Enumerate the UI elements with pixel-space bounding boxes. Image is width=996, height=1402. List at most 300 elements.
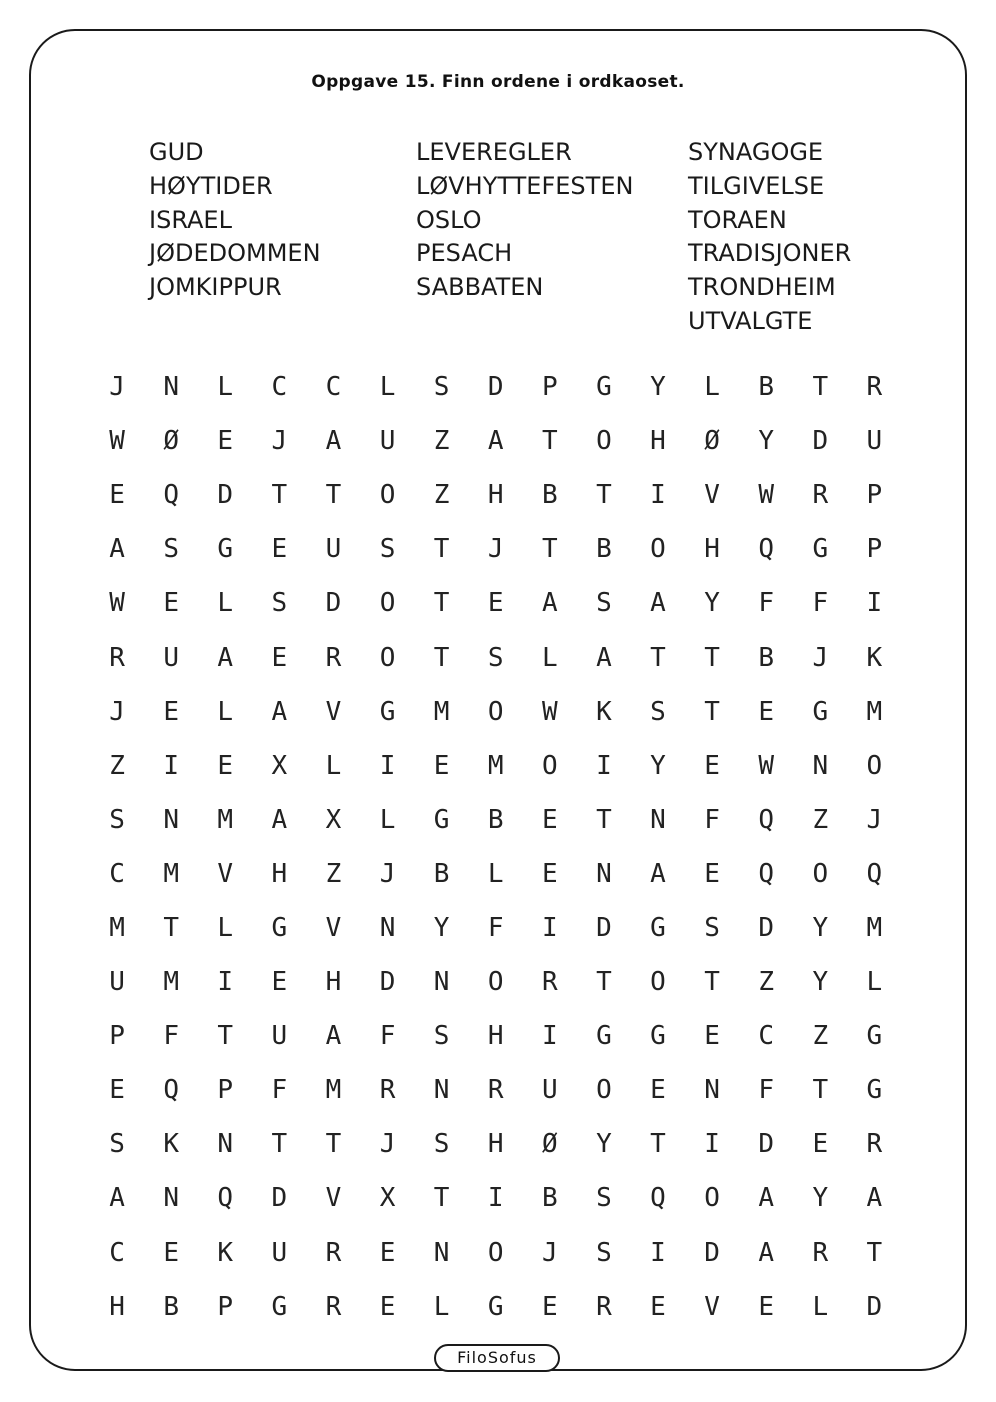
grid-letter[interactable]: B <box>541 480 558 511</box>
grid-letter[interactable]: L <box>433 1291 450 1322</box>
grid-letter[interactable]: A <box>109 1183 125 1214</box>
grid-letter[interactable]: N <box>379 912 396 943</box>
grid-letter[interactable]: V <box>704 480 720 511</box>
grid-letter[interactable]: W <box>541 696 558 727</box>
grid-letter[interactable]: H <box>487 1129 504 1160</box>
grid-letter[interactable]: D <box>758 912 774 943</box>
grid-letter[interactable]: T <box>433 588 450 619</box>
grid-letter[interactable]: U <box>379 426 396 457</box>
grid-letter[interactable]: M <box>433 696 450 727</box>
grid-letter[interactable]: T <box>541 426 558 457</box>
grid-row <box>90 1280 901 1334</box>
grid-letter[interactable]: T <box>596 804 612 835</box>
grid-letter[interactable]: S <box>596 588 612 619</box>
grid-letter[interactable]: U <box>163 642 179 673</box>
grid-letter[interactable]: W <box>758 480 774 511</box>
grid-letter[interactable]: N <box>217 1129 234 1160</box>
grid-letter[interactable]: J <box>487 534 504 565</box>
grid-letter[interactable]: C <box>271 372 288 403</box>
grid-row <box>90 576 901 630</box>
grid-letter[interactable]: L <box>487 858 504 889</box>
grid-letter[interactable]: I <box>704 1129 720 1160</box>
grid-letter[interactable]: Z <box>433 480 450 511</box>
grid-letter[interactable]: Z <box>812 1021 829 1052</box>
grid-letter[interactable]: Y <box>812 912 829 943</box>
grid-letter[interactable]: O <box>812 858 829 889</box>
grid-letter[interactable]: H <box>487 480 504 511</box>
word-item: SYNAGOGE <box>688 138 824 166</box>
grid-letter[interactable]: L <box>325 750 342 781</box>
grid-letter[interactable]: S <box>433 1021 450 1052</box>
grid-row <box>90 414 901 468</box>
grid-letter[interactable]: L <box>217 696 234 727</box>
grid-letter[interactable]: J <box>541 1237 558 1268</box>
grid-letter[interactable]: V <box>325 696 342 727</box>
grid-letter[interactable]: Q <box>163 480 179 511</box>
grid-letter[interactable]: S <box>433 1129 450 1160</box>
grid-letter[interactable]: T <box>541 534 558 565</box>
grid-letter[interactable]: Q <box>650 1183 666 1214</box>
grid-letter[interactable]: T <box>271 1129 288 1160</box>
grid-letter[interactable]: R <box>487 1075 504 1106</box>
grid-letter[interactable]: E <box>433 750 450 781</box>
grid-letter[interactable]: J <box>109 372 125 403</box>
grid-letter[interactable]: D <box>812 426 829 457</box>
grid-letter[interactable]: Y <box>596 1129 612 1160</box>
grid-letter[interactable]: W <box>758 750 774 781</box>
grid-letter[interactable]: O <box>596 426 612 457</box>
grid-letter[interactable]: G <box>379 696 396 727</box>
grid-letter[interactable]: E <box>541 858 558 889</box>
grid-letter[interactable]: U <box>271 1021 288 1052</box>
grid-letter[interactable]: N <box>650 804 666 835</box>
grid-letter[interactable]: L <box>379 804 396 835</box>
grid-letter[interactable]: J <box>109 696 125 727</box>
grid-letter[interactable]: L <box>379 372 396 403</box>
grid-letter[interactable]: Z <box>812 804 829 835</box>
grid-letter[interactable]: I <box>650 480 666 511</box>
grid-letter[interactable]: Q <box>758 534 774 565</box>
grid-letter[interactable]: E <box>217 426 234 457</box>
grid-letter[interactable]: S <box>596 1237 612 1268</box>
grid-letter[interactable]: L <box>217 372 234 403</box>
grid-letter[interactable]: M <box>163 858 179 889</box>
grid-letter[interactable]: I <box>379 750 396 781</box>
grid-letter[interactable]: G <box>487 1291 504 1322</box>
grid-letter[interactable]: Q <box>163 1075 179 1106</box>
grid-letter[interactable]: E <box>704 750 720 781</box>
grid-letter[interactable]: R <box>812 1237 829 1268</box>
grid-letter[interactable]: G <box>596 372 612 403</box>
grid-letter[interactable]: H <box>650 426 666 457</box>
grid-letter[interactable]: I <box>217 967 234 998</box>
word-list-column-1 <box>149 136 321 305</box>
grid-letter[interactable]: O <box>487 967 504 998</box>
grid-letter[interactable]: T <box>217 1021 234 1052</box>
grid-letter[interactable]: U <box>325 534 342 565</box>
grid-letter[interactable]: N <box>812 750 829 781</box>
word-item: TRONDHEIM <box>688 273 836 302</box>
grid-letter[interactable]: N <box>596 858 612 889</box>
grid-letter[interactable]: S <box>596 1183 612 1214</box>
grid-letter[interactable]: G <box>217 534 234 565</box>
grid-letter[interactable]: T <box>433 534 450 565</box>
grid-row <box>90 685 901 739</box>
grid-letter[interactable]: E <box>271 534 288 565</box>
word-list-column-3 <box>688 136 851 339</box>
grid-letter[interactable]: R <box>379 1075 396 1106</box>
grid-letter[interactable]: Q <box>758 804 774 835</box>
grid-letter[interactable]: B <box>433 858 450 889</box>
grid-letter[interactable]: M <box>109 912 125 943</box>
grid-letter[interactable]: A <box>866 1183 883 1214</box>
grid-letter[interactable]: R <box>866 1129 883 1160</box>
grid-letter[interactable]: J <box>271 426 288 457</box>
grid-letter[interactable]: E <box>271 967 288 998</box>
grid-letter[interactable]: K <box>866 642 883 673</box>
grid-letter[interactable]: K <box>596 696 612 727</box>
grid-letter[interactable]: A <box>487 426 504 457</box>
grid-letter[interactable]: H <box>487 1021 504 1052</box>
grid-letter[interactable]: B <box>758 642 774 673</box>
grid-letter[interactable]: X <box>271 750 288 781</box>
grid-letter[interactable]: D <box>758 1129 774 1160</box>
grid-letter[interactable]: E <box>109 1075 125 1106</box>
grid-letter[interactable]: A <box>758 1183 774 1214</box>
grid-letter[interactable]: D <box>271 1183 288 1214</box>
grid-letter[interactable]: O <box>596 1075 612 1106</box>
grid-letter[interactable]: B <box>541 1183 558 1214</box>
grid-row <box>90 1117 901 1171</box>
grid-letter[interactable]: N <box>704 1075 720 1106</box>
grid-letter[interactable]: S <box>487 642 504 673</box>
grid-letter[interactable]: R <box>812 480 829 511</box>
grid-letter[interactable]: T <box>433 1183 450 1214</box>
grid-letter[interactable]: T <box>163 912 179 943</box>
grid-letter[interactable]: T <box>704 967 720 998</box>
grid-row <box>90 1009 901 1063</box>
grid-letter[interactable]: O <box>650 967 666 998</box>
page-title: Oppgave 15. Finn ordene i ordkaoset. <box>311 72 685 92</box>
grid-letter[interactable]: Z <box>758 967 774 998</box>
grid-letter[interactable]: M <box>866 696 883 727</box>
grid-letter[interactable]: A <box>217 642 234 673</box>
grid-letter[interactable]: S <box>109 804 125 835</box>
grid-letter[interactable]: Y <box>433 912 450 943</box>
grid-letter[interactable]: S <box>271 588 288 619</box>
grid-letter[interactable]: F <box>487 912 504 943</box>
grid-row <box>90 360 901 414</box>
grid-letter[interactable]: P <box>217 1075 234 1106</box>
grid-letter[interactable]: G <box>596 1021 612 1052</box>
grid-letter[interactable]: S <box>163 534 179 565</box>
grid-letter[interactable]: G <box>650 1021 666 1052</box>
grid-letter[interactable]: T <box>596 967 612 998</box>
grid-letter[interactable]: B <box>487 804 504 835</box>
grid-letter[interactable]: Ø <box>163 426 179 457</box>
grid-letter[interactable]: G <box>812 534 829 565</box>
grid-letter[interactable]: X <box>379 1183 396 1214</box>
grid-letter[interactable]: Y <box>650 372 666 403</box>
grid-letter[interactable]: L <box>812 1291 829 1322</box>
grid-letter[interactable]: E <box>704 858 720 889</box>
grid-letter[interactable]: R <box>596 1291 612 1322</box>
grid-letter[interactable]: M <box>217 804 234 835</box>
grid-letter[interactable]: T <box>433 642 450 673</box>
grid-letter[interactable]: A <box>758 1237 774 1268</box>
grid-letter[interactable]: T <box>812 1075 829 1106</box>
grid-letter[interactable]: O <box>704 1183 720 1214</box>
grid-letter[interactable]: H <box>109 1291 125 1322</box>
grid-letter[interactable]: F <box>379 1021 396 1052</box>
grid-letter[interactable]: I <box>541 1021 558 1052</box>
grid-letter[interactable]: H <box>325 967 342 998</box>
grid-letter[interactable]: E <box>217 750 234 781</box>
grid-letter[interactable]: Q <box>217 1183 234 1214</box>
word-item: LØVHYTTEFESTEN <box>416 171 634 200</box>
grid-letter[interactable]: N <box>163 804 179 835</box>
grid-letter[interactable]: T <box>650 1129 666 1160</box>
grid-letter[interactable]: G <box>271 1291 288 1322</box>
grid-letter[interactable]: J <box>379 1129 396 1160</box>
grid-letter[interactable]: N <box>433 1075 450 1106</box>
grid-letter[interactable]: E <box>704 1021 720 1052</box>
grid-letter[interactable]: E <box>812 1129 829 1160</box>
grid-row <box>90 739 901 793</box>
grid-letter[interactable]: C <box>109 858 125 889</box>
grid-letter[interactable]: L <box>217 912 234 943</box>
grid-letter[interactable]: A <box>271 804 288 835</box>
grid-letter[interactable]: N <box>433 1237 450 1268</box>
grid-letter[interactable]: F <box>812 588 829 619</box>
grid-letter[interactable]: I <box>866 588 883 619</box>
grid-letter[interactable]: G <box>650 912 666 943</box>
grid-letter[interactable]: T <box>650 642 666 673</box>
grid-letter[interactable]: O <box>487 696 504 727</box>
grid-letter[interactable]: R <box>541 967 558 998</box>
grid-letter[interactable]: M <box>487 750 504 781</box>
grid-letter[interactable]: S <box>109 1129 125 1160</box>
grid-letter[interactable]: Y <box>812 1183 829 1214</box>
grid-letter[interactable]: L <box>866 967 883 998</box>
grid-letter[interactable]: R <box>109 642 125 673</box>
grid-letter[interactable]: S <box>650 696 666 727</box>
grid-letter[interactable]: Ø <box>704 426 720 457</box>
grid-row <box>90 955 901 1009</box>
word-item: JOMKIPPUR <box>149 273 282 302</box>
grid-letter[interactable]: V <box>325 912 342 943</box>
grid-letter[interactable]: S <box>379 534 396 565</box>
grid-letter[interactable]: T <box>271 480 288 511</box>
grid-letter[interactable]: C <box>325 372 342 403</box>
word-item: SABBATEN <box>416 273 544 302</box>
grid-letter[interactable]: O <box>487 1237 504 1268</box>
word-item: JØDEDOMMEN <box>149 239 321 268</box>
grid-letter[interactable]: O <box>866 750 883 781</box>
grid-row <box>90 847 901 901</box>
word-item: TRADISJONER <box>688 239 852 268</box>
grid-letter[interactable]: T <box>704 642 720 673</box>
grid-letter[interactable]: A <box>271 696 288 727</box>
grid-letter[interactable]: Z <box>109 750 125 781</box>
grid-letter[interactable]: L <box>541 642 558 673</box>
grid-letter[interactable]: E <box>650 1291 666 1322</box>
grid-letter[interactable]: A <box>325 1021 342 1052</box>
grid-letter[interactable]: R <box>325 1291 342 1322</box>
grid-letter[interactable]: V <box>325 1183 342 1214</box>
grid-letter[interactable]: J <box>379 858 396 889</box>
grid-letter[interactable]: T <box>325 480 342 511</box>
grid-letter[interactable]: D <box>596 912 612 943</box>
grid-row <box>90 793 901 847</box>
grid-letter[interactable]: O <box>379 480 396 511</box>
grid-letter[interactable]: M <box>163 967 179 998</box>
grid-letter[interactable]: L <box>704 372 720 403</box>
grid-letter[interactable]: G <box>433 804 450 835</box>
grid-letter[interactable]: I <box>596 750 612 781</box>
grid-letter[interactable]: G <box>271 912 288 943</box>
grid-letter[interactable]: J <box>812 642 829 673</box>
grid-row <box>90 1226 901 1280</box>
grid-letter[interactable]: U <box>109 967 125 998</box>
grid-letter[interactable]: G <box>866 1075 883 1106</box>
grid-letter[interactable]: L <box>217 588 234 619</box>
grid-row <box>90 468 901 522</box>
grid-letter[interactable]: O <box>379 588 396 619</box>
grid-letter[interactable]: T <box>812 372 829 403</box>
grid-letter[interactable]: K <box>163 1129 179 1160</box>
grid-letter[interactable]: X <box>325 804 342 835</box>
grid-letter[interactable]: V <box>217 858 234 889</box>
grid-letter[interactable]: W <box>109 426 125 457</box>
grid-letter[interactable]: U <box>866 426 883 457</box>
grid-letter[interactable]: E <box>541 1291 558 1322</box>
grid-letter[interactable]: G <box>866 1021 883 1052</box>
grid-letter[interactable]: A <box>650 858 666 889</box>
grid-letter[interactable]: D <box>704 1237 720 1268</box>
grid-letter[interactable]: U <box>271 1237 288 1268</box>
grid-letter[interactable]: N <box>433 967 450 998</box>
grid-letter[interactable]: E <box>758 696 774 727</box>
grid-letter[interactable]: D <box>217 480 234 511</box>
grid-letter[interactable]: T <box>325 1129 342 1160</box>
grid-letter[interactable]: W <box>109 588 125 619</box>
grid-letter[interactable]: Y <box>704 588 720 619</box>
grid-letter[interactable]: D <box>487 372 504 403</box>
grid-letter[interactable]: J <box>866 804 883 835</box>
grid-letter[interactable]: T <box>866 1237 883 1268</box>
grid-letter[interactable]: E <box>379 1237 396 1268</box>
grid-letter[interactable]: E <box>758 1291 774 1322</box>
grid-letter[interactable]: F <box>271 1075 288 1106</box>
grid-letter[interactable]: M <box>325 1075 342 1106</box>
grid-letter[interactable]: R <box>325 1237 342 1268</box>
grid-letter[interactable]: B <box>758 372 774 403</box>
grid-letter[interactable]: Y <box>758 426 774 457</box>
grid-letter[interactable]: O <box>379 642 396 673</box>
grid-letter[interactable]: T <box>704 696 720 727</box>
grid-letter[interactable]: P <box>217 1291 234 1322</box>
grid-letter[interactable]: T <box>596 480 612 511</box>
grid-letter[interactable]: E <box>487 588 504 619</box>
grid-letter[interactable]: E <box>163 588 179 619</box>
grid-letter[interactable]: P <box>541 372 558 403</box>
grid-letter[interactable]: A <box>325 426 342 457</box>
grid-letter[interactable]: D <box>325 588 342 619</box>
grid-letter[interactable]: N <box>163 372 179 403</box>
word-item: UTVALGTE <box>688 306 813 335</box>
grid-letter[interactable]: E <box>650 1075 666 1106</box>
grid-letter[interactable]: Q <box>866 858 883 889</box>
grid-letter[interactable]: Z <box>325 858 342 889</box>
grid-letter[interactable]: E <box>271 642 288 673</box>
grid-letter[interactable]: R <box>325 642 342 673</box>
grid-letter[interactable]: I <box>541 912 558 943</box>
grid-letter[interactable]: E <box>163 1237 179 1268</box>
grid-letter[interactable]: Y <box>812 967 829 998</box>
grid-letter[interactable]: N <box>163 1183 179 1214</box>
grid-letter[interactable]: Z <box>433 426 450 457</box>
grid-letter[interactable]: M <box>866 912 883 943</box>
grid-letter[interactable]: E <box>109 480 125 511</box>
grid-letter[interactable]: F <box>163 1021 179 1052</box>
grid-letter[interactable]: S <box>704 912 720 943</box>
grid-letter[interactable]: B <box>596 534 612 565</box>
grid-letter[interactable]: P <box>866 534 883 565</box>
grid-letter[interactable]: F <box>704 804 720 835</box>
word-item: GUD <box>149 138 204 166</box>
grid-letter[interactable]: B <box>163 1291 179 1322</box>
grid-letter[interactable]: O <box>541 750 558 781</box>
grid-letter[interactable]: H <box>704 534 720 565</box>
grid-letter[interactable]: F <box>758 588 774 619</box>
grid-letter[interactable]: C <box>758 1021 774 1052</box>
grid-letter[interactable]: R <box>866 372 883 403</box>
grid-letter[interactable]: P <box>109 1021 125 1052</box>
grid-letter[interactable]: Y <box>650 750 666 781</box>
grid-letter[interactable]: Ø <box>541 1129 558 1160</box>
grid-letter[interactable]: E <box>379 1291 396 1322</box>
grid-letter[interactable]: P <box>866 480 883 511</box>
grid-letter[interactable]: A <box>596 642 612 673</box>
grid-letter[interactable]: H <box>271 858 288 889</box>
grid-letter[interactable]: E <box>163 696 179 727</box>
grid-letter[interactable]: S <box>433 372 450 403</box>
grid-letter[interactable]: I <box>487 1183 504 1214</box>
grid-letter[interactable]: C <box>109 1237 125 1268</box>
grid-letter[interactable]: A <box>650 588 666 619</box>
grid-letter[interactable]: F <box>758 1075 774 1106</box>
grid-letter[interactable]: D <box>866 1291 883 1322</box>
grid-letter[interactable]: U <box>541 1075 558 1106</box>
grid-letter[interactable]: I <box>650 1237 666 1268</box>
grid-letter[interactable]: V <box>704 1291 720 1322</box>
word-item: LEVEREGLER <box>416 138 572 166</box>
word-item: PESACH <box>416 239 513 268</box>
grid-letter[interactable]: K <box>217 1237 234 1268</box>
grid-letter[interactable]: A <box>109 534 125 565</box>
grid-letter[interactable]: I <box>163 750 179 781</box>
grid-letter[interactable]: G <box>812 696 829 727</box>
word-search-grid <box>90 360 901 1334</box>
word-list-column-2 <box>416 136 633 305</box>
grid-letter[interactable]: E <box>541 804 558 835</box>
grid-letter[interactable]: D <box>379 967 396 998</box>
grid-letter[interactable]: O <box>650 534 666 565</box>
grid-letter[interactable]: Q <box>758 858 774 889</box>
grid-row <box>90 901 901 955</box>
grid-letter[interactable]: A <box>541 588 558 619</box>
